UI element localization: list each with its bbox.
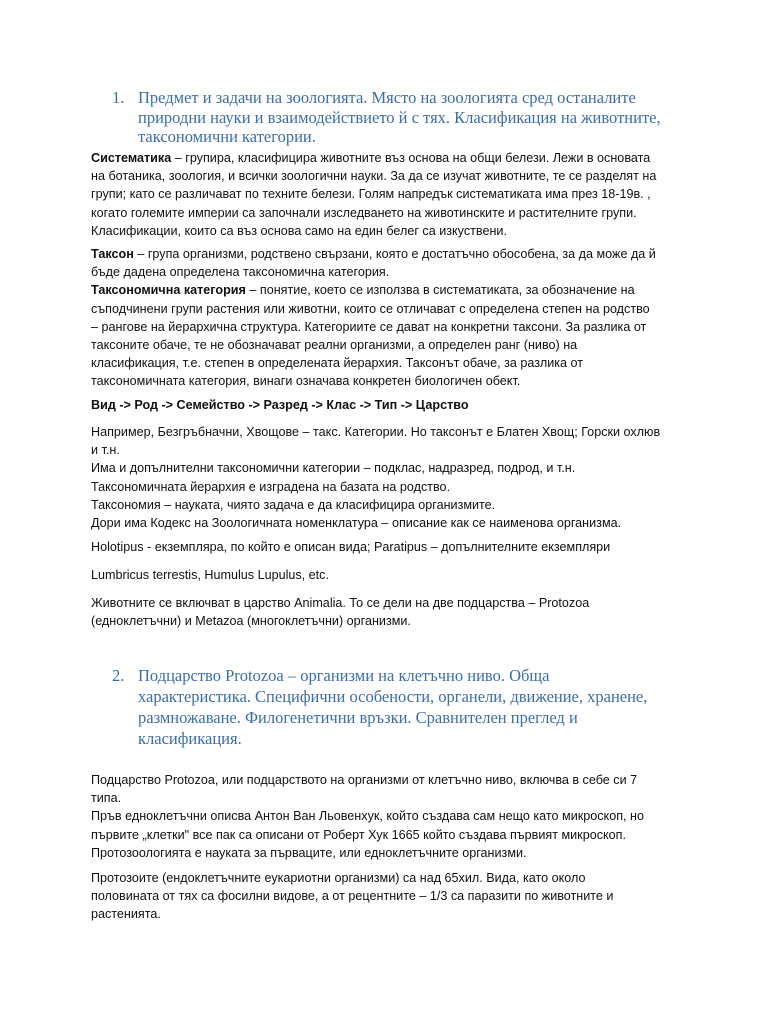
species-examples: Lumbricus terrestis, Humulus Lupulus, etc.: [91, 568, 329, 582]
paragraph-line: бъде дадена определена таксономична категория.: [91, 265, 390, 280]
animalia-paragraph: [91, 594, 686, 630]
paragraph-line: растенията.: [91, 907, 161, 922]
paragraph-line: Има и допълнителни таксономични категории – подклас, надразред, подрод, и т.н.: [91, 461, 576, 476]
paragraph-line: Дори има Кодекс на Зоологичната номенклатура – описание как се наименова организма.: [91, 516, 622, 531]
section-2-heading: [112, 665, 722, 749]
paragraph-line: групи; като се различават по техните белези. Голям напредък систематиката има през 18-19в. ,: [91, 187, 651, 202]
paragraph-line: таксономичната категория, винаги означава конкретен биологичен обект.: [91, 374, 521, 389]
paragraph-line: Подцарство Protozoa, или подцарството на организми от клетъчно ниво, включва в себе си 7: [91, 773, 638, 787]
paragraph-line: Таксономичната йерархия е изградена на базата на родство.: [91, 479, 451, 494]
section-1-heading-line: Предмет и задачи на зоологията. Място на зоологията сред останалите: [138, 88, 636, 107]
section-1-heading: [112, 88, 722, 147]
paragraph-line: (едноклетъчни) и Metazoa (многоклетъчни) организми.: [91, 614, 411, 629]
section-2-heading-line: размножаване. Филогенетични връзки. Сравнителен преглед и: [138, 708, 578, 727]
section-2-heading-line: класификация.: [138, 729, 242, 748]
paragraph-line: – рангове на йерархична структура. Категориите се дават на конкретни таксони. За разлика от: [91, 319, 647, 334]
paragraph-text: – група организми, родствено свързани, която е достатъчно обособена, за да може да й: [133, 247, 656, 261]
paragraph-line: Например, Безгръбначни, Хвощове – такс. Категории. Но таксонът е Блатен Хвощ; Горски охлюв: [91, 425, 661, 439]
section-2-heading-line: Подцарство Protozoa – организми на клетъчно ниво. Обща: [138, 666, 550, 685]
paragraph-line: съподчинени групи растения или животни, които се отличават с определена степен на родство: [91, 301, 650, 316]
paragraph-line: класификация, т.е. степен в определената йерархия. Таксонът обаче, за разлика от: [91, 356, 584, 371]
section-2-heading-line: характеристика. Специфични особености, органели, движение, хранене,: [138, 687, 648, 706]
protozoa-count-paragraph: [91, 869, 686, 924]
paragraph-line: Протозоите (ендоклетъчните еукариотни организми) са над 65хил. Вида, като около: [91, 871, 586, 885]
taxonomic-hierarchy: Вид -> Род -> Семейство -> Разред -> Клас -> Тип -> Царство: [91, 398, 469, 412]
holotype-line: Holotipus - екземпляра, по който е описан вида; Paratipus – допълнителните екземпляри: [91, 540, 611, 554]
paragraph-line: типа.: [91, 791, 122, 806]
paragraph-line: Пръв едноклетъчни описва Антон Ван Льовенхук, който създава сам нещо като микроскоп, но: [91, 809, 644, 824]
paragraph-line: първите „клетки" все пак са описани от Роберт Хук 1665 който създава първият микроскоп.: [91, 827, 626, 842]
systematics-paragraph: [91, 149, 686, 240]
term-taxon: Таксон: [91, 247, 134, 261]
paragraph-text: – групира, класифицира животните въз основа на общи белези. Лежи в основата: [171, 151, 651, 165]
examples-paragraph: [91, 423, 686, 532]
section-2-number: 2.: [112, 666, 125, 685]
term-taxonomic-category: Таксономична категория: [91, 283, 246, 298]
paragraph-line: на ботаника, зоология, и всички зоологични науки. За да се изучат животните, те се разделят на: [91, 169, 657, 184]
protozoa-paragraph: [91, 771, 686, 862]
paragraph-line: Таксономия – науката, чиято задача е да класифицира организмите.: [91, 497, 496, 512]
paragraph-line: и т.н.: [91, 443, 120, 458]
section-1-number: 1.: [112, 88, 125, 107]
paragraph-line: Протозоологията е науката за първаците, или едноклетъчните организми.: [91, 845, 527, 860]
paragraph-line: таксоните обаче, те не обозначават реални организми, а определен ранг (ниво) на: [91, 338, 578, 353]
section-1-heading-line: природни науки и взаимодействието й с тях. Класификация на животните,: [138, 107, 661, 127]
paragraph-text: – понятие, което се използва в систематиката, за обозначение на: [245, 283, 635, 298]
taxon-paragraph: [91, 245, 686, 391]
section-1-heading-line: таксономични категории.: [138, 127, 316, 146]
paragraph-line: Класификации, които са въз основа само на един белег са изкуствени.: [91, 223, 507, 238]
paragraph-line: Животните се включват в царство Animalia. То се дели на две подцарства – Protozoa: [91, 596, 590, 610]
term-systematics: Систематика: [91, 151, 172, 165]
paragraph-line: половината от тях са фосилни видове, а от рецентните – 1/3 са паразити по животните и: [91, 889, 614, 904]
paragraph-line: когато големите империи са започнали изследването на животинските и растителните групи.: [91, 205, 637, 220]
